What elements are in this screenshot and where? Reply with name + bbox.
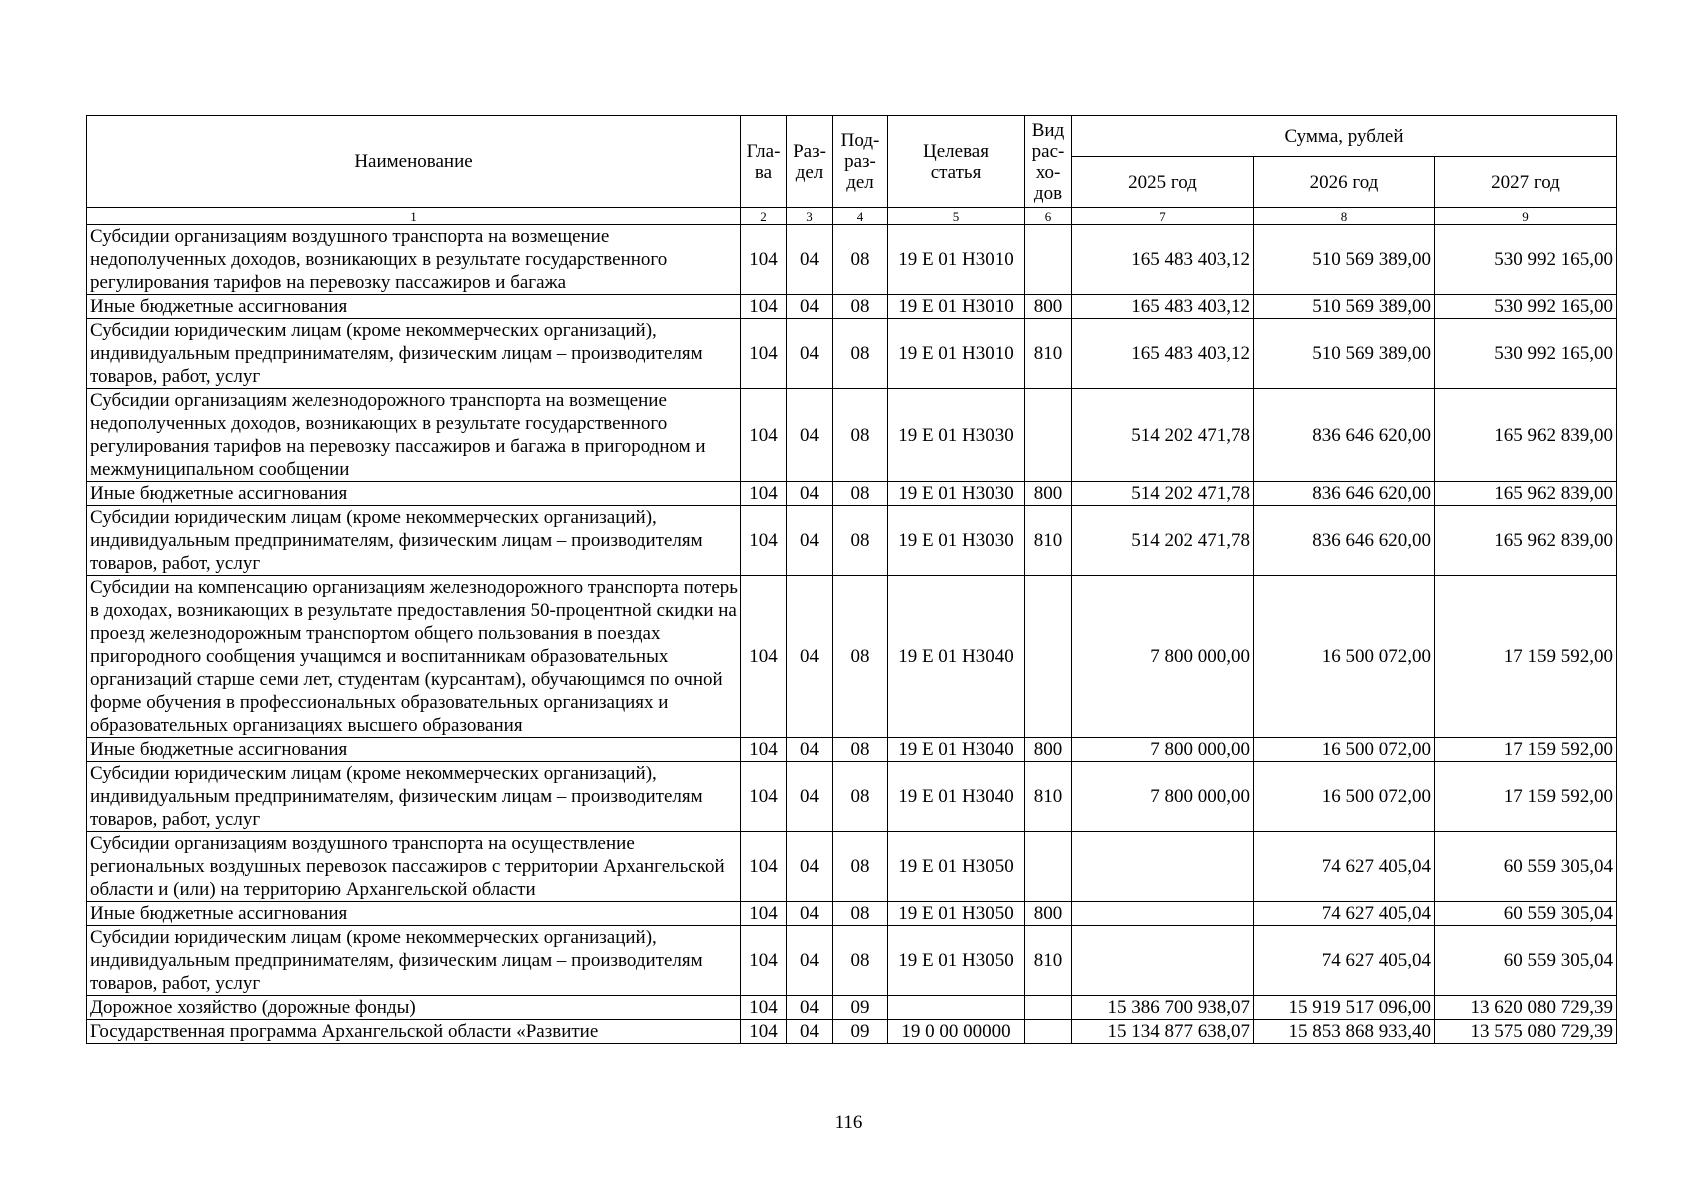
row-amount-2025: 165 483 403,12 <box>1072 225 1254 295</box>
table-row <box>87 1020 1617 1044</box>
row-name: Субсидии организациям воздушного транспорта на осуществление региональных воздушных перевозок пассажиров с территории Архангельской области и (или) на территорию Архангельской области <box>87 832 741 902</box>
row-glava: 104 <box>741 926 787 996</box>
row-glava: 104 <box>741 902 787 926</box>
row-vid <box>1025 1020 1072 1044</box>
row-celevaya: 19 Е 01 Н3030 <box>888 482 1025 506</box>
row-amount-2027: 60 559 305,04 <box>1435 926 1617 996</box>
column-number: 9 <box>1435 208 1617 225</box>
row-glava: 104 <box>741 482 787 506</box>
row-amount-2027: 530 992 165,00 <box>1435 319 1617 389</box>
row-name: Иные бюджетные ассигнования <box>87 902 741 926</box>
row-amount-2025 <box>1072 926 1254 996</box>
row-glava: 104 <box>741 1020 787 1044</box>
table-row <box>87 389 1617 482</box>
header-podrazdel: Под- раз- дел <box>833 116 888 208</box>
row-amount-2026: 836 646 620,00 <box>1254 506 1435 576</box>
row-razdel: 04 <box>787 295 833 319</box>
column-number: 6 <box>1025 208 1072 225</box>
row-podrazdel: 08 <box>833 319 888 389</box>
row-name: Государственная программа Архангельской области «Развитие <box>87 1020 741 1044</box>
row-amount-2026: 15 919 517 096,00 <box>1254 996 1435 1020</box>
row-glava: 104 <box>741 832 787 902</box>
row-razdel: 04 <box>787 576 833 738</box>
row-amount-2026: 16 500 072,00 <box>1254 738 1435 762</box>
row-amount-2025: 15 134 877 638,07 <box>1072 1020 1254 1044</box>
row-celevaya: 19 Е 01 Н3050 <box>888 926 1025 996</box>
table-row <box>87 762 1617 832</box>
row-vid: 800 <box>1025 482 1072 506</box>
column-number: 5 <box>888 208 1025 225</box>
row-amount-2027: 17 159 592,00 <box>1435 576 1617 738</box>
row-vid <box>1025 389 1072 482</box>
row-glava: 104 <box>741 225 787 295</box>
column-number-row <box>87 208 1617 225</box>
row-amount-2025 <box>1072 832 1254 902</box>
row-name: Субсидии организациям железнодорожного транспорта на возмещение недополученных доходов, возникающих в результате государственного регулирования тарифов на перевозку пассажиров и багажа в пригородном и межмуниципальном сообщении <box>87 389 741 482</box>
row-glava: 104 <box>741 996 787 1020</box>
column-number: 2 <box>741 208 787 225</box>
row-glava: 104 <box>741 389 787 482</box>
row-razdel: 04 <box>787 762 833 832</box>
row-amount-2027: 60 559 305,04 <box>1435 832 1617 902</box>
row-razdel: 04 <box>787 389 833 482</box>
row-name: Дорожное хозяйство (дорожные фонды) <box>87 996 741 1020</box>
row-amount-2025: 7 800 000,00 <box>1072 738 1254 762</box>
table-row <box>87 506 1617 576</box>
row-celevaya: 19 0 00 00000 <box>888 1020 1025 1044</box>
table-body <box>87 208 1617 1044</box>
table-row <box>87 996 1617 1020</box>
table-row <box>87 576 1617 738</box>
budget-table <box>86 115 1617 1044</box>
row-podrazdel: 09 <box>833 996 888 1020</box>
row-amount-2026: 16 500 072,00 <box>1254 762 1435 832</box>
table-row <box>87 482 1617 506</box>
row-amount-2025: 15 386 700 938,07 <box>1072 996 1254 1020</box>
row-celevaya: 19 Е 01 Н3040 <box>888 738 1025 762</box>
row-amount-2026: 510 569 389,00 <box>1254 319 1435 389</box>
header-vid: Вид рас- хо- дов <box>1025 116 1072 208</box>
column-number: 8 <box>1254 208 1435 225</box>
row-glava: 104 <box>741 319 787 389</box>
table-row <box>87 225 1617 295</box>
row-amount-2027: 530 992 165,00 <box>1435 295 1617 319</box>
row-razdel: 04 <box>787 902 833 926</box>
row-podrazdel: 08 <box>833 225 888 295</box>
row-amount-2025: 514 202 471,78 <box>1072 389 1254 482</box>
column-number: 7 <box>1072 208 1254 225</box>
row-podrazdel: 09 <box>833 1020 888 1044</box>
row-celevaya: 19 Е 01 Н3010 <box>888 295 1025 319</box>
row-amount-2026: 836 646 620,00 <box>1254 482 1435 506</box>
row-amount-2026: 74 627 405,04 <box>1254 832 1435 902</box>
row-razdel: 04 <box>787 319 833 389</box>
row-celevaya: 19 Е 01 Н3040 <box>888 762 1025 832</box>
row-vid <box>1025 576 1072 738</box>
header-glava: Гла- ва <box>741 116 787 208</box>
row-celevaya <box>888 996 1025 1020</box>
header-razdel: Раз- дел <box>787 116 833 208</box>
row-podrazdel: 08 <box>833 389 888 482</box>
row-vid: 810 <box>1025 762 1072 832</box>
row-amount-2027: 13 620 080 729,39 <box>1435 996 1617 1020</box>
row-amount-2025: 514 202 471,78 <box>1072 506 1254 576</box>
row-amount-2025: 514 202 471,78 <box>1072 482 1254 506</box>
row-amount-2027: 165 962 839,00 <box>1435 506 1617 576</box>
row-amount-2027: 17 159 592,00 <box>1435 762 1617 832</box>
table-row <box>87 319 1617 389</box>
table-row <box>87 738 1617 762</box>
row-podrazdel: 08 <box>833 762 888 832</box>
row-razdel: 04 <box>787 225 833 295</box>
column-number: 1 <box>87 208 741 225</box>
row-glava: 104 <box>741 295 787 319</box>
row-amount-2025: 7 800 000,00 <box>1072 762 1254 832</box>
row-name: Иные бюджетные ассигнования <box>87 295 741 319</box>
row-razdel: 04 <box>787 996 833 1020</box>
row-vid: 810 <box>1025 926 1072 996</box>
row-vid: 810 <box>1025 319 1072 389</box>
row-amount-2025: 165 483 403,12 <box>1072 319 1254 389</box>
row-glava: 104 <box>741 576 787 738</box>
row-amount-2026: 74 627 405,04 <box>1254 902 1435 926</box>
row-amount-2027: 17 159 592,00 <box>1435 738 1617 762</box>
row-celevaya: 19 Е 01 Н3030 <box>888 389 1025 482</box>
row-glava: 104 <box>741 506 787 576</box>
header-2027: 2027 год <box>1435 157 1617 208</box>
row-glava: 104 <box>741 762 787 832</box>
header-2025: 2025 год <box>1072 157 1254 208</box>
row-vid <box>1025 225 1072 295</box>
row-podrazdel: 08 <box>833 832 888 902</box>
row-celevaya: 19 Е 01 Н3050 <box>888 832 1025 902</box>
header-row <box>87 116 1617 157</box>
row-celevaya: 19 Е 01 Н3030 <box>888 506 1025 576</box>
row-amount-2025 <box>1072 902 1254 926</box>
row-amount-2026: 510 569 389,00 <box>1254 225 1435 295</box>
row-podrazdel: 08 <box>833 506 888 576</box>
row-vid: 810 <box>1025 506 1072 576</box>
row-podrazdel: 08 <box>833 926 888 996</box>
row-amount-2027: 165 962 839,00 <box>1435 482 1617 506</box>
row-razdel: 04 <box>787 482 833 506</box>
row-amount-2027: 13 575 080 729,39 <box>1435 1020 1617 1044</box>
row-amount-2026: 16 500 072,00 <box>1254 576 1435 738</box>
row-celevaya: 19 Е 01 Н3040 <box>888 576 1025 738</box>
table-row <box>87 832 1617 902</box>
row-razdel: 04 <box>787 926 833 996</box>
row-razdel: 04 <box>787 738 833 762</box>
row-glava: 104 <box>741 738 787 762</box>
row-name: Иные бюджетные ассигнования <box>87 482 741 506</box>
row-amount-2027: 165 962 839,00 <box>1435 389 1617 482</box>
row-celevaya: 19 Е 01 Н3010 <box>888 225 1025 295</box>
header-summa: Сумма, рублей <box>1072 116 1617 157</box>
row-razdel: 04 <box>787 832 833 902</box>
table-row <box>87 295 1617 319</box>
header-name: Наименование <box>87 116 741 208</box>
row-name: Субсидии юридическим лицам (кроме некоммерческих организаций), индивидуальным предпринимателям, физическим лицам – производителям товаров, работ, услуг <box>87 762 741 832</box>
row-celevaya: 19 Е 01 Н3010 <box>888 319 1025 389</box>
header-2026: 2026 год <box>1254 157 1435 208</box>
row-razdel: 04 <box>787 506 833 576</box>
row-vid <box>1025 996 1072 1020</box>
row-name: Субсидии юридическим лицам (кроме некоммерческих организаций), индивидуальным предпринимателям, физическим лицам – производителям товаров, работ, услуг <box>87 319 741 389</box>
row-razdel: 04 <box>787 1020 833 1044</box>
row-amount-2025: 7 800 000,00 <box>1072 576 1254 738</box>
row-celevaya: 19 Е 01 Н3050 <box>888 902 1025 926</box>
row-podrazdel: 08 <box>833 902 888 926</box>
row-amount-2027: 530 992 165,00 <box>1435 225 1617 295</box>
page-number: 116 <box>834 1112 863 1133</box>
column-number: 3 <box>787 208 833 225</box>
row-amount-2026: 74 627 405,04 <box>1254 926 1435 996</box>
column-number: 4 <box>833 208 888 225</box>
table-row <box>87 902 1617 926</box>
row-name: Субсидии юридическим лицам (кроме некоммерческих организаций), индивидуальным предпринимателям, физическим лицам – производителям товаров, работ, услуг <box>87 926 741 996</box>
row-podrazdel: 08 <box>833 738 888 762</box>
row-name: Субсидии юридическим лицам (кроме некоммерческих организаций), индивидуальным предпринимателям, физическим лицам – производителям товаров, работ, услуг <box>87 506 741 576</box>
table-row <box>87 926 1617 996</box>
row-vid <box>1025 832 1072 902</box>
row-podrazdel: 08 <box>833 295 888 319</box>
row-name: Субсидии на компенсацию организациям железнодорожного транспорта потерь в доходах, возникающих в результате предоставления 50-процентной скидки на проезд железнодорожным транспортом общего пользования в поездах пригородного сообщения учащимся и воспитанникам образовательных организаций старше семи лет, студентам (курсантам), обучающимся по очной форме обучения в профессиональных образовательных организациях и образовательных организациях высшего образования <box>87 576 741 738</box>
row-amount-2026: 15 853 868 933,40 <box>1254 1020 1435 1044</box>
row-amount-2025: 165 483 403,12 <box>1072 295 1254 319</box>
row-vid: 800 <box>1025 902 1072 926</box>
row-vid: 800 <box>1025 738 1072 762</box>
row-amount-2026: 836 646 620,00 <box>1254 389 1435 482</box>
row-name: Субсидии организациям воздушного транспорта на возмещение недополученных доходов, возникающих в результате государственного регулирования тарифов на перевозку пассажиров и багажа <box>87 225 741 295</box>
row-podrazdel: 08 <box>833 482 888 506</box>
row-name: Иные бюджетные ассигнования <box>87 738 741 762</box>
row-amount-2027: 60 559 305,04 <box>1435 902 1617 926</box>
row-podrazdel: 08 <box>833 576 888 738</box>
row-amount-2026: 510 569 389,00 <box>1254 295 1435 319</box>
header-celevaya: Целевая статья <box>888 116 1025 208</box>
row-vid: 800 <box>1025 295 1072 319</box>
